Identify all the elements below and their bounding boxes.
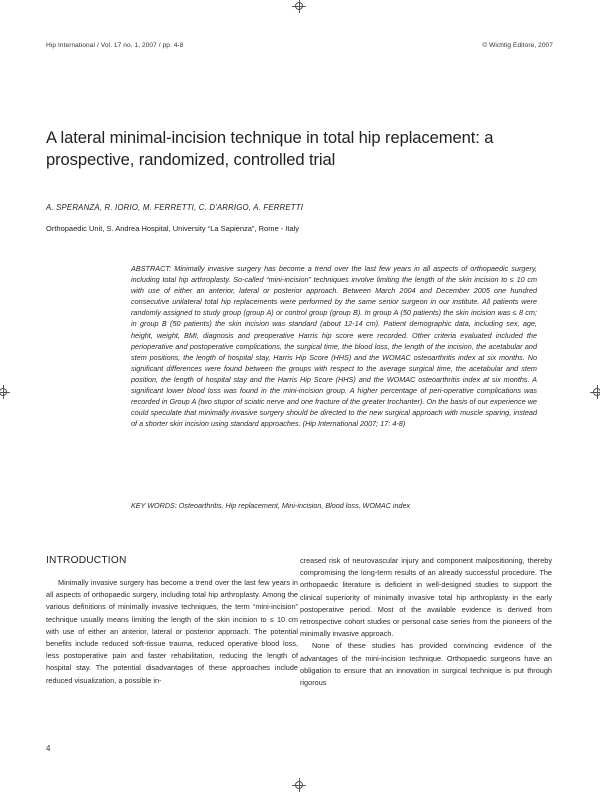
- registration-mark-top: [292, 0, 306, 13]
- paragraph: Minimally invasive surgery has become a trend over the last few years in all aspects of orthopaedic surgery, including total hip arthroplasty. Among the various definitions of minimally invasive techniques, the term “mini-incision” technique usually means limiting the length of the skin incision to ≤ 10 cm with use of either an anterior, lateral or posterior approach. The potential benefits include reduced soft-tissue trauma, reduced operative blood loss, less postoperative pain and faster rehabilitation, reducing the length of hospital stay. The potential disadvantages of these approaches include reduced visualization, a possible in-: [46, 578, 298, 685]
- article-title: A lateral minimal-incision technique in total hip replacement: a prospective, randomized, controlled trial: [46, 128, 494, 169]
- running-header-left: Hip International / Vol. 17 no. 1, 2007 / pp. 4-8: [46, 42, 184, 49]
- authors: A. SPERANZA, R. IORIO, M. FERRETTI, C. D'ARRIGO, A. FERRETTI: [46, 203, 304, 212]
- page-number: 4: [46, 744, 51, 753]
- registration-mark-right: [590, 385, 600, 399]
- running-header-right: © Wichtig Editore, 2007: [482, 42, 553, 49]
- paragraph: creased risk of neurovascular injury and component malpositioning, thereby compromising the long-term results of an already successful procedure. The orthopaedic literature is deficient in well-designed studies to support the clinical superiority of minimally invasive total hip arthroplasty in the early postoperative period. Most of the available evidence is derived from retrospective cohort studies or personal case series from the pioneers of the minimally invasive approach.: [300, 556, 552, 639]
- body-column-left: [46, 577, 298, 687]
- abstract: ABSTRACT: Minimally invasive surgery has become a trend over the last few years in all aspects of orthopaedic surgery, including total hip arthroplasty. So-called “mini-incision” techniques involve limiting the length of the skin incision to ≤ 10 cm with use of either an anterior, lateral or posterior approach. Between March 2004 and December 2005 one hundred consecutive unilateral total hip replacements were performed by the same senior surgeon in our institute. All patients were randomly assigned to study group (group A) or control group (group B). In group A (50 patients) the skin incision was ≤ 8 cm; in group B (50 patients) the skin incision was standard (about 12-14 cm). Patient demographic data, including sex, age, height, weight, BMI, diagnosis and preoperative Harris hip score were recorded. Other criteria evaluated included the perioperative and postoperative complications, the surgical time, the blood loss, the length of the incision, the acetabular and stem positions, the length of hospital stay, Harris Hip Score (HHS) and the WOMAC osteoarthritis index at six months. No significant differences were found between the groups with respect to the average surgical time, the acetabular and stem position, the length of hospital stay and the Harris Hip Score (HHS) and the WOMAC osteoarthritis index at six months. A significant lower blood loss was found in the mini-incision group. A higher percentage of peri-operative complications was recorded in Group A (two stupor of sciatic nerve and one fracture of the greater trochanter). On the basis of our experience we could speculate that minimally invasive surgery should be directed to the new surgical approach with muscle sparing, instead of a shorter skin incision using standard approaches. (Hip International 2007; 17: 4-8): [131, 264, 537, 429]
- body-column-right: [300, 555, 552, 689]
- paragraph: None of these studies has provided convincing evidence of the advantages of the mini-incision technique. Orthopaedic surgeons have an obligation to ensure that an innovation in surgical technique is put through rigorous: [300, 641, 552, 688]
- registration-mark-left: [0, 385, 10, 399]
- section-title-introduction: INTRODUCTION: [46, 555, 127, 566]
- keywords: KEY WORDS: Osteoarthritis, Hip replacement, Mini-incision, Blood loss, WOMAC index: [131, 501, 411, 510]
- affiliation: Orthopaedic Unit, S. Andrea Hospital, University “La Sapienza”, Rome - Italy: [46, 224, 300, 233]
